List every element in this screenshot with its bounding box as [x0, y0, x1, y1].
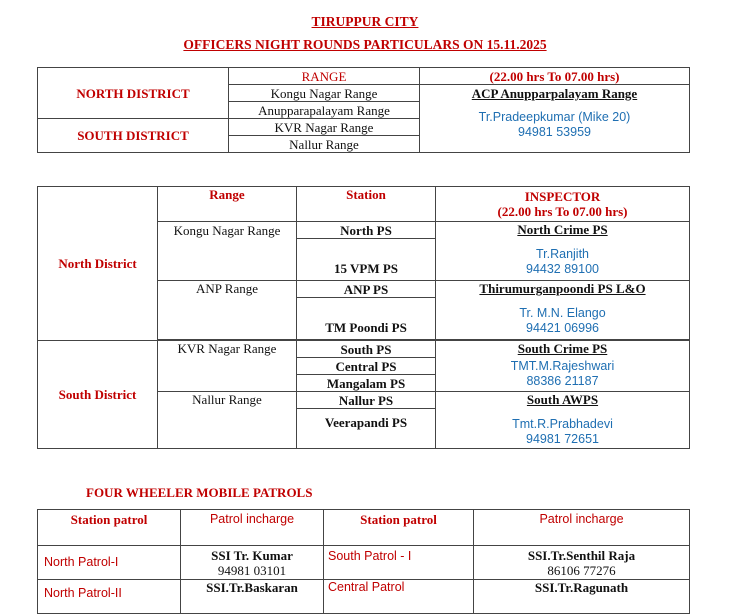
- range-nallur: Nallur Range: [229, 136, 420, 153]
- patrol-header-incharge-right: Patrol incharge: [474, 510, 690, 546]
- inspector-header-label: INSPECTOR: [524, 189, 601, 204]
- acp-name: Tr.Pradeepkumar (Mike 20): [478, 110, 631, 124]
- patrol-row-2-left-incharge: SSI.Tr.Baskaran: [181, 580, 324, 614]
- patrols-section-title: FOUR WHEELER MOBILE PATROLS: [86, 485, 313, 500]
- north-district-cell: North District: [38, 187, 158, 341]
- range-header: RANGE: [229, 68, 420, 85]
- patrol-table: [37, 509, 690, 614]
- patrol-row-1-left-incharge: SSI Tr. Kumar: [211, 547, 293, 563]
- nallur-inspector-phone: 94981 72651: [526, 432, 599, 446]
- nallur-inspector-name: Tmt.R.Prabhadevi: [512, 417, 613, 431]
- summary-table: [37, 67, 690, 153]
- kvr-inspector-phone: 88386 21187: [526, 374, 599, 388]
- station-nallur-ps: Nallur PS: [297, 392, 436, 409]
- anp-inspector-cell: [436, 281, 690, 340]
- patrol-header-incharge-left: Patrol incharge: [181, 510, 324, 546]
- north-district-label: NORTH DISTRICT: [38, 68, 229, 119]
- station-south-ps: South PS: [297, 341, 436, 358]
- station-anp-ps: ANP PS: [297, 281, 436, 298]
- station-north-ps: North PS: [297, 222, 436, 239]
- inspector-table: [37, 186, 690, 449]
- kvr-range-cell: KVR Nagar Range: [158, 341, 297, 392]
- kvr-inspector-name: TMT.M.Rajeshwari: [510, 359, 615, 373]
- nallur-inspector-title: South AWPS: [526, 392, 599, 407]
- station-col-header: Station: [297, 187, 436, 222]
- patrol-header-station-right: Station patrol: [324, 510, 474, 546]
- nallur-inspector-cell: [436, 392, 690, 449]
- patrol-header-station-left: Station patrol: [38, 510, 181, 546]
- kongu-inspector-phone: 94432 89100: [526, 262, 599, 276]
- range-kvr-nagar: KVR Nagar Range: [229, 119, 420, 136]
- patrol-row-1-right-incharge: SSI.Tr.Senthil Raja: [527, 547, 636, 563]
- kongu-inspector-cell: [436, 222, 690, 281]
- report-subtitle: OFFICERS NIGHT ROUNDS PARTICULARS ON 15.11.2025: [183, 37, 547, 52]
- time-header: (22.00 hrs To 07.00 hrs): [420, 68, 690, 85]
- city-title: TIRUPPUR CITY: [311, 14, 419, 29]
- kongu-range-cell: Kongu Nagar Range: [158, 222, 297, 281]
- acp-phone: 94981 53959: [518, 125, 591, 139]
- patrol-row-2-right-incharge: SSI.Tr.Ragunath: [474, 580, 690, 614]
- anp-inspector-name: Tr. M.N. Elango: [519, 306, 606, 320]
- patrol-row-1-left-patrol: North Patrol-I: [38, 546, 181, 580]
- patrol-row-2-left-patrol: North Patrol-II: [38, 580, 181, 614]
- inspector-header-time: (22.00 hrs To 07.00 hrs): [497, 204, 628, 219]
- station-15-vpm-ps: 15 VPM PS: [297, 239, 436, 281]
- range-anupparapalayam: Anupparapalayam Range: [229, 102, 420, 119]
- kvr-inspector-cell: [436, 341, 690, 392]
- south-district-cell: South District: [38, 341, 158, 449]
- anp-inspector-title: Thirumurganpoondi PS L&O: [479, 281, 646, 296]
- anp-range-cell: ANP Range: [158, 281, 297, 340]
- acp-title: ACP Anupparpalayam Range: [471, 86, 638, 101]
- patrol-row-1-left-phone: 94981 03101: [217, 562, 287, 578]
- station-central-ps: Central PS: [297, 358, 436, 375]
- range-kongu-nagar: Kongu Nagar Range: [229, 85, 420, 102]
- kongu-inspector-title: North Crime PS: [517, 222, 608, 237]
- kongu-inspector-name: Tr.Ranjith: [535, 247, 590, 261]
- station-mangalam-ps: Mangalam PS: [297, 375, 436, 392]
- kvr-inspector-title: South Crime PS: [517, 341, 608, 356]
- anp-inspector-phone: 94421 06996: [526, 321, 599, 335]
- station-tm-poondi-ps: TM Poondi PS: [297, 298, 436, 340]
- inspector-col-header: [436, 187, 690, 222]
- acp-officer-cell: [420, 85, 690, 153]
- south-district-label: SOUTH DISTRICT: [38, 119, 229, 153]
- patrol-row-2-right-patrol: Central Patrol: [324, 580, 474, 614]
- patrol-row-1-right-phone: 86106 77276: [547, 562, 616, 578]
- patrol-row-1-right-patrol: South Patrol - I: [324, 546, 474, 580]
- patrol-row-1-left-incharge-cell: [181, 546, 324, 580]
- range-col-header: Range: [158, 187, 297, 222]
- station-veerapandi-ps: Veerapandi PS: [297, 409, 436, 449]
- nallur-range-cell: Nallur Range: [158, 392, 297, 449]
- patrol-row-1-right-incharge-cell: [474, 546, 690, 580]
